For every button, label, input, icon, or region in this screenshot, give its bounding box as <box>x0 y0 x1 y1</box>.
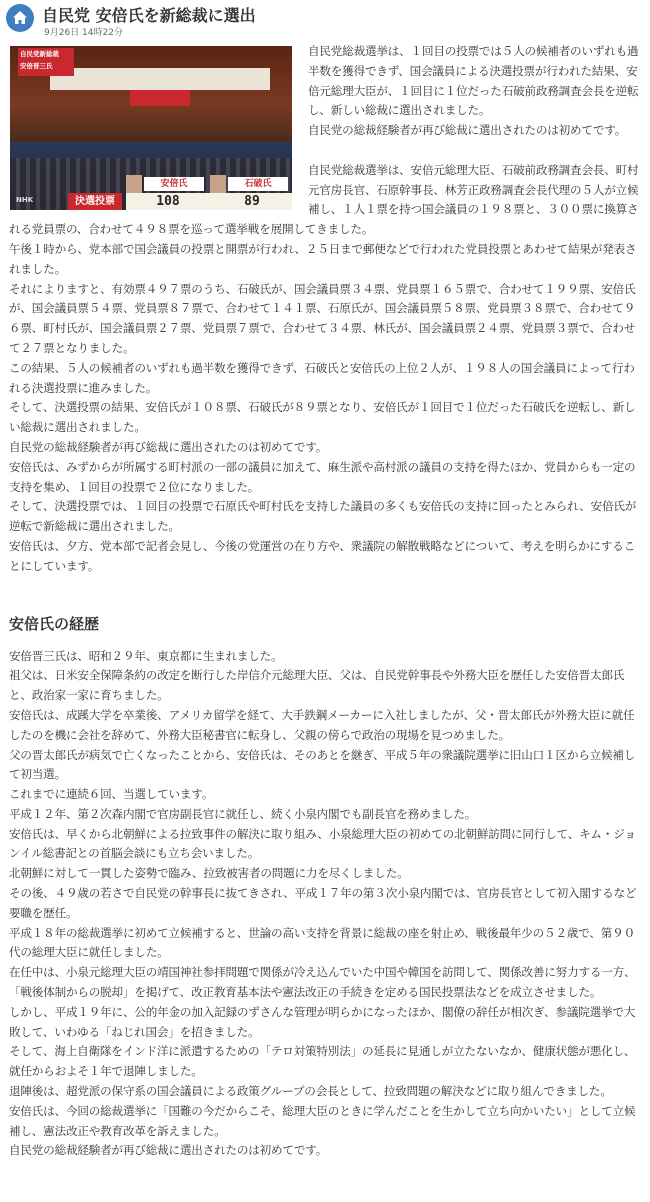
profile-paragraphs <box>9 647 641 1162</box>
paragraph: 自民党総裁選挙は、安倍元総理大臣、石破前政務調査会長、町村元官房長官、石原幹事長、林芳正政務調査会長代理の５人が立候補し、１人１票を持つ国会議員の１９８票と、３００票に換算される党員票の、合わせて４９８票を巡って選挙戦を展開してきました。 <box>9 162 639 237</box>
paragraph: 北朝鮮に対して一貫した姿勢で臨み、拉致被害者の問題に力を尽くしました。 <box>9 866 409 881</box>
broadcaster-logo: NHK <box>16 196 34 204</box>
photo-caption-line2: 安倍晋三氏 <box>20 62 53 70</box>
candidate-votes: 89 <box>210 193 292 210</box>
vote-result-overlay <box>68 175 292 210</box>
photo-banner-red <box>130 90 190 106</box>
paragraph: 安倍氏は、早くから北朝鮮による拉致事件の解決に取り組み、小泉総理大臣の初めての北朝鮮訪問に同行して、キム・ジョンイル総書記との首脳会談にも立ち会いました。 <box>9 826 636 861</box>
paragraph: 安倍氏は、今回の総裁選挙に「国難の今だからこそ、総理大臣のときに学んだことを生かして立ち向かいたい」として立候補し、憲法改正や教育改革を訴えました。 <box>9 1103 636 1138</box>
candidate-face-icon <box>126 175 142 193</box>
paragraph: 安倍氏は、成蹊大学を卒業後、アメリカ留学を経て、大手鉄鋼メーカーに入社しましたが、父・晋太郎氏が外務大臣に就任したのを機に会社を辞めて、外務大臣秘書官に転身し、父親の傍らで政治の現場を見つめました。 <box>9 707 635 742</box>
paragraph: そして、決選投票の結果、安倍氏が１０８票、石破氏が８９票となり、安倍氏が１回目で１位だった石破氏を逆転し、新しい総裁に選出されました。 <box>9 400 636 435</box>
candidate-name: 石破氏 <box>228 177 288 191</box>
paragraph: そして、決選投票では、１回目の投票で石原氏や町村氏を支持した議員の多くも安倍氏の支持に回ったとみられ、安倍氏が逆転で新総裁に選出されました。 <box>9 499 637 534</box>
candidate-face-icon <box>210 175 226 193</box>
paragraph: 自民党の総裁経験者が再び総裁に選出されたのは初めてです。 <box>308 123 627 138</box>
paragraph: 自民党の総裁経験者が再び総裁に選出されたのは初めてです。 <box>9 439 328 454</box>
article-title: 自民党 安倍氏を新総裁に選出 <box>42 6 256 25</box>
paragraph: 午後１時から、党本部で国会議員の投票と開票が行われ、２５日まで郵便などで行われた党員投票とあわせて結果が発表されました。 <box>9 241 637 276</box>
candidate-name: 安倍氏 <box>144 177 204 191</box>
section-spacer <box>9 635 641 647</box>
article-header <box>0 0 650 42</box>
paragraph: 安倍晋三氏は、昭和２９年、東京都に生まれました。 <box>9 648 283 663</box>
section-spacer <box>9 577 641 613</box>
paragraph: 祖父は、日米安全保障条約の改定を断行した岸信介元総理大臣、父は、自民党幹事長や外務大臣を歴任した安倍晋太郎氏と、政治家一家に育ちました。 <box>9 668 625 703</box>
paragraph: それによりますと、有効票４９７票のうち、石破氏が、国会議員票３４票、党員票１６５票で、合わせて１９９票、安倍氏が、国会議員票５４票、党員票８７票で、合わせて１４１票、石原氏が、国会議員票５８票、党員票３８票で、合わせて９６票、町村氏が、国会議員票２７票、党員票７票で、合わせて３４票、林氏が、国会議員票２４票、党員票３票で、合わせて２７票となりました。 <box>9 281 636 355</box>
paragraph: 平成１８年の総裁選挙に初めて立候補すると、世論の高い支持を背景に総裁の座を射止め、戦後最年少の５２歳で、第９０代の総理大臣に就任しました。 <box>9 925 635 960</box>
paragraph: 安倍氏は、夕方、党本部で記者会見し、今後の党運営の在り方や、衆議院の解散戦略などについて、考えを明らかにすることにしています。 <box>9 538 635 573</box>
photo-caption-tag <box>18 48 74 76</box>
vote-title: 決選投票 <box>68 193 122 210</box>
photo-caption-line1: 自民党新総裁 <box>20 50 59 58</box>
paragraph: 父の晋太郎氏が病気で亡くなったことから、安倍氏は、そのあとを継ぎ、平成５年の衆議院選挙に旧山口１区から立候補して初当選。 <box>9 747 636 782</box>
section-title-profile: 安倍氏の経歴 <box>9 614 100 633</box>
paragraph: 平成１２年、第２次森内閣で官房副長官に就任し、続く小泉内閣でも副長官を務めました。 <box>9 806 477 821</box>
paragraph: これまでに連続６回、当選しています。 <box>9 787 214 802</box>
article-body <box>0 42 650 1161</box>
paragraph: 在任中は、小泉元総理大臣の靖国神社参拝問題で関係が冷え込んでいた中国や韓国を訪問して、関係改善に努力する一方、「戦後体制からの脱却」を掲げて、改正教育基本法や憲法改正の手続きを定める国民投票法などを成立させました。 <box>9 965 636 1000</box>
paragraph: この結果、５人の候補者のいずれも過半数を獲得できず、石破氏と安倍氏の上位２人が、１９８人の国会議員によって行われる決選投票に進みました。 <box>9 360 635 395</box>
paragraph: 安倍氏は、みずからが所属する町村派の一部の議員に加えて、麻生派や高村派の議員の支持を得たほか、党員からも一定の支持を集め、１回目の投票で２位になりました。 <box>9 459 636 494</box>
paragraph: そして、海上自衛隊をインド洋に派遣するための「テロ対策特別法」の延長に見通しが立たないなか、健康状態が悪化し、就任からおよそ１年で退陣しました。 <box>9 1044 636 1079</box>
candidate-abe <box>126 175 210 210</box>
paragraph: しかし、平成１９年に、公的年金の加入記録のずさんな管理が明らかになったほか、閣僚の辞任が相次ぎ、参議院選挙で大敗して、いわゆる「ねじれ国会」を招きました。 <box>9 1004 636 1039</box>
photo-banner <box>50 68 270 90</box>
paragraph: 自民党の総裁経験者が再び総裁に選出されたのは初めてです。 <box>9 1143 328 1158</box>
candidate-ishiba <box>210 175 292 210</box>
paragraph: 退陣後は、超党派の保守系の国会議員による政策グループの会長として、拉致問題の解決などに取り組んできました。 <box>9 1084 612 1099</box>
article-timestamp: 9月26日 14時22分 <box>44 28 123 38</box>
home-icon[interactable] <box>6 4 34 32</box>
paragraph: その後、４９歳の若さで自民党の幹事長に抜てきされ、平成１７年の第３次小泉内閣では、官房長官として初入閣するなど要職を歴任。 <box>9 886 637 920</box>
candidate-votes: 108 <box>126 193 210 210</box>
paragraph: 自民党総裁選挙は、１回目の投票では５人の候補者のいずれも過半数を獲得できず、国会議員による決選投票が行われた結果、安倍元総理大臣が、１回目に１位だった石破前政務調査会長を逆転し、新しい総裁に選出されました。 <box>308 44 639 118</box>
news-photo <box>10 46 292 210</box>
